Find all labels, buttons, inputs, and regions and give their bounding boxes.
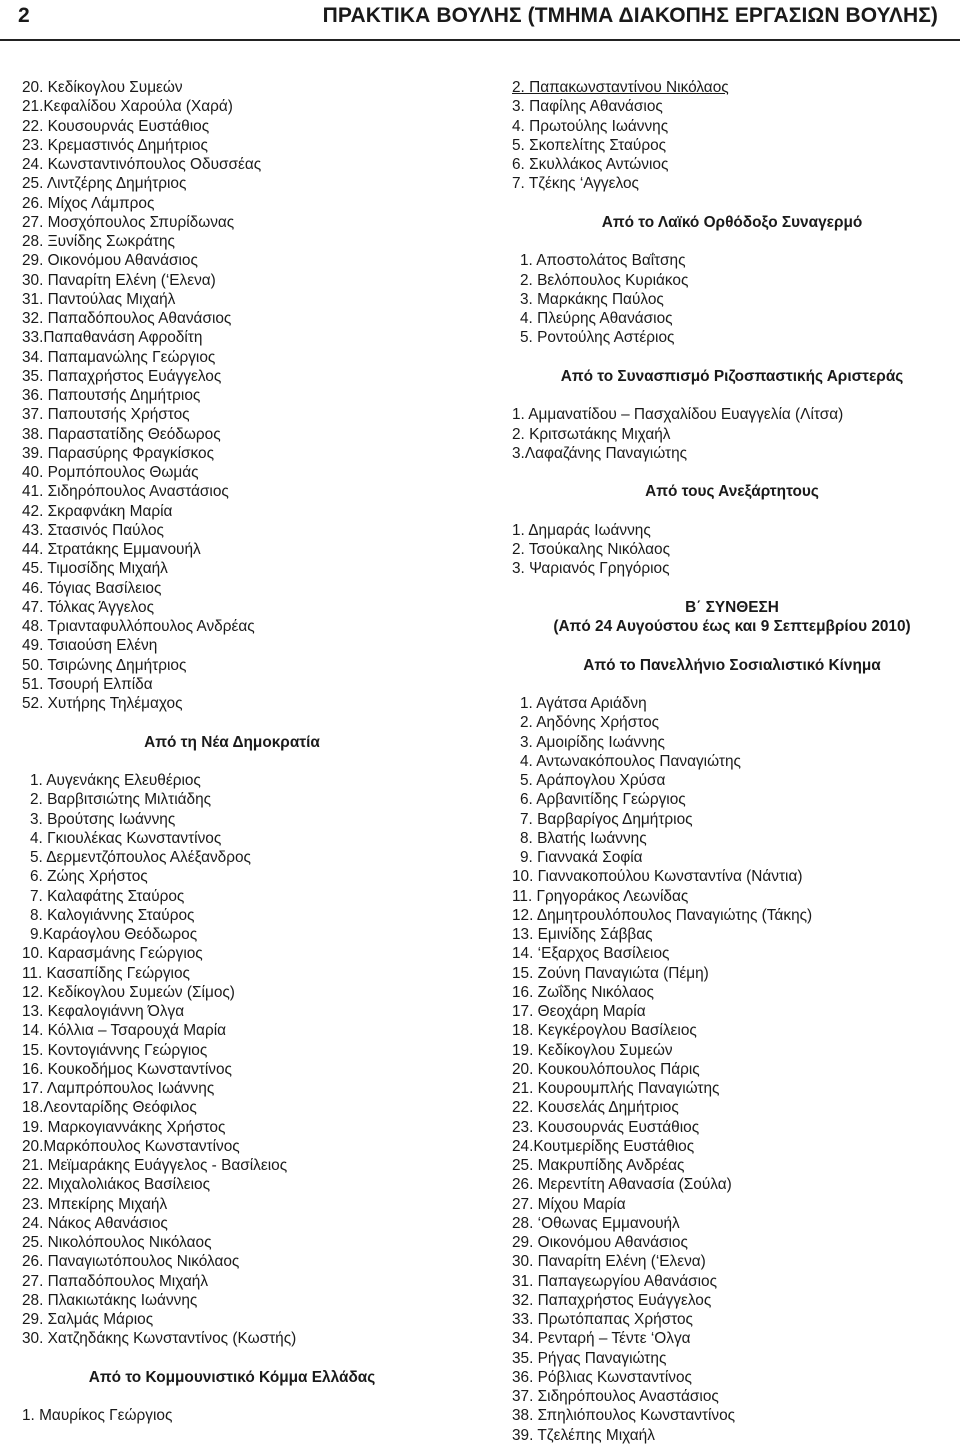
list-item: 11. Κασαπίδης Γεώργιος <box>22 964 190 982</box>
list-item: 26. Παναγιωτόπουλος Νικόλαος <box>22 1253 240 1271</box>
list-item: 13. Εμινίδης Σάββας <box>512 926 653 943</box>
list-item: 12. Κεδίκογλου Συμεών (Σίμος) <box>22 983 235 1001</box>
member-list-laos <box>512 251 952 347</box>
section-heading-kke: Από το Κομμουνιστικό Κόμμα Ελλάδας <box>88 1368 376 1386</box>
list-item: 44. Στρατάκης Εμμανουήλ <box>22 541 201 558</box>
list-item: 3. Μαρκάκης Παύλος <box>520 290 664 308</box>
list-item: 1. Αυγενάκης Ελευθέριος <box>30 772 201 789</box>
list-item: 5. Ροντούλης Αστέριος <box>520 329 675 347</box>
list-item: 1. Μαυρίκος Γεώργιος <box>22 1407 173 1425</box>
list-item: 29. Οικονόμου Αθανάσιος <box>512 1234 688 1251</box>
list-item: 1. Αμμανατίδου – Πασχαλίδου Ευαγγελία (Λίτσα) <box>512 406 844 424</box>
list-item: 11. Γρηγοράκος Λεωνίδας <box>512 887 689 905</box>
list-item: 28. ‘Οθωνας Εμμανουήλ <box>512 1214 680 1232</box>
list-item: 18. Κεγκέρογλου Βασίλειος <box>512 1022 697 1040</box>
list-item: 38. Σπηλιόπουλος Κωνσταντίνος <box>512 1407 736 1425</box>
list-item: 27. Μοσχόπουλος Σπυρίδωνας <box>22 213 235 231</box>
list-item: 9.Καράογλου Θεόδωρος <box>30 926 198 943</box>
member-list-pasok <box>512 694 952 1445</box>
list-item: 8. Καλογιάννης Σταύρος <box>30 906 195 924</box>
list-item: 5. Σκοπελίτης Σταύρος <box>512 136 667 154</box>
list-item: 27. Παπαδόπουλος Μιχαήλ <box>22 1272 209 1290</box>
list-item: 29. Σαλμάς Μάριος <box>22 1311 154 1328</box>
member-list-independents <box>512 521 952 579</box>
list-item: 40. Ρομπόπουλος Θωμάς <box>22 464 199 481</box>
list-item: 38. Παραστατίδης Θεόδωρος <box>22 425 221 443</box>
list-item: 24. Νάκος Αθανάσιος <box>22 1214 168 1232</box>
list-item: 5. Δερμεντζόπουλος Αλέξανδρος <box>30 849 251 866</box>
list-item: 51. Τσουρή Ελπίδα <box>22 675 153 693</box>
list-item: 23. Κρεμαστινός Δημήτριος <box>22 136 208 154</box>
spacer <box>22 752 442 771</box>
running-title: ΠΡΑΚΤΙΚΑ ΒΟΥΛΗΣ (ΤΜΗΜΑ ΔΙΑΚΟΠΗΣ ΕΡΓΑΣΙΩΝ ΒΟΥΛΗΣ) <box>322 4 938 27</box>
list-item: 49. Τσιαούση Ελένη <box>22 637 158 655</box>
list-item: 21. Κουρουμπλής Παναγιώτης <box>512 1080 720 1097</box>
list-item: 3. Βρούτσης Ιωάννης <box>30 810 176 828</box>
list-item: 31. Παπαγεωργίου Αθανάσιος <box>512 1272 718 1290</box>
list-item: 36. Παπουτσής Δημήτριος <box>22 387 201 404</box>
left-column <box>22 78 442 1426</box>
spacer <box>512 194 952 213</box>
list-item: 47. Τόλκας Άγγελος <box>22 598 154 616</box>
section-heading-b-composition: Β΄ ΣΥΝΘΕΣΗ <box>685 598 779 616</box>
list-item: 17. Λαμπρόπουλος Ιωάννης <box>22 1080 215 1097</box>
spacer <box>512 232 952 251</box>
spacer <box>512 386 952 405</box>
list-item: 2. Βελόπουλος Κυριάκος <box>520 271 689 289</box>
list-item: 52. Χυτήρης Τηλέμαχος <box>22 695 183 712</box>
list-item: 12. Δημητρουλόπουλος Παναγιώτης (Τάκης) <box>512 906 813 924</box>
list-item: 24. Κωνσταντινόπουλος Οδυσσέας <box>22 156 262 173</box>
list-item: 6. Αρβανιτίδης Γεώργιος <box>520 791 686 809</box>
list-item: 32. Παπαδόπουλος Αθανάσιος <box>22 310 232 327</box>
list-item: 9. Γιαννακά Σοφία <box>520 849 643 866</box>
list-item: 46. Τόγιας Βασίλειος <box>22 579 162 597</box>
list-item: 4. Γκιουλέκας Κωνσταντίνος <box>30 829 222 847</box>
list-item: 2. Τσούκαλης Νικόλαος <box>512 541 671 558</box>
list-item: 14. ‘Εξαρχος Βασίλειος <box>512 945 670 963</box>
section-heading-b-dates: (Από 24 Αυγούστου έως και 9 Σεπτεμβρίου 2010) <box>553 618 911 635</box>
list-item: 19. Μαρκογιαννάκης Χρήστος <box>22 1118 226 1136</box>
list-item: 33. Πρωτόπαπας Χρήστος <box>512 1311 693 1328</box>
list-item: 26. Μερεντίτη Αθανασία (Σούλα) <box>512 1176 732 1194</box>
list-item: 4. Πλεύρης Αθανάσιος <box>520 310 673 327</box>
list-item: 2. Παπακωνσταντίνου Νικόλαος <box>512 79 729 96</box>
list-item: 6. Σκυλλάκος Αντώνιος <box>512 156 669 173</box>
list-item: 16. Κουκοδήμος Κωνσταντίνος <box>22 1060 232 1078</box>
list-item: 41. Σιδηρόπουλος Αναστάσιος <box>22 483 229 501</box>
list-item: 14. Κόλλια – Τσαρουχά Μαρία <box>22 1022 227 1040</box>
list-item: 7. Βαρβαρίγος Δημήτριος <box>520 810 693 828</box>
list-item: 2. Κριτσωτάκης Μιχαήλ <box>512 425 671 443</box>
list-item: 3. Αμοιρίδης Ιωάννης <box>520 733 665 751</box>
list-item: 37. Παπουτσής Χρήστος <box>22 406 190 424</box>
list-item: 22. Μιχαλολιάκος Βασίλειος <box>22 1176 211 1194</box>
list-item: 30. Παναρίτη Ελένη (‘Ελενα) <box>22 271 216 289</box>
header-rule <box>0 39 960 41</box>
list-item: 6. Ζώης Χρήστος <box>30 868 148 886</box>
list-item: 7. Τζέκης ‘Αγγελος <box>512 175 639 193</box>
section-heading-independents: Από τους Ανεξάρτητους <box>645 483 819 501</box>
spacer <box>512 463 952 482</box>
list-item: 31. Παντούλας Μιχαήλ <box>22 290 176 308</box>
list-item: 4. Πρωτούλης Ιωάννης <box>512 117 669 135</box>
list-item: 39. Τζελέπης Μιχαήλ <box>512 1426 655 1444</box>
list-item: 28. Πλακιωτάκης Ιωάννης <box>22 1291 198 1309</box>
list-item: 36. Ρόβλιας Κωνσταντίνος <box>512 1368 692 1386</box>
list-item: 2. Αηδόνης Χρήστος <box>520 714 660 732</box>
list-item: 19. Κεδίκογλου Συμεών <box>512 1041 673 1059</box>
list-item: 1. Αποστολάτος Βαΐτσης <box>520 252 686 270</box>
member-list-syriza <box>512 405 952 463</box>
list-item: 45. Τιμοσίδης Μιχαήλ <box>22 560 168 578</box>
list-item: 21. Μεϊμαράκης Ευάγγελος - Βασίλειος <box>22 1157 288 1174</box>
list-item: 5. Αράπογλου Χρύσα <box>520 772 666 789</box>
list-item: 8. Βλατής Ιωάννης <box>520 829 647 847</box>
list-item: 29. Οικονόμου Αθανάσιος <box>22 252 198 270</box>
list-item: 25. Μακρυπίδης Ανδρέας <box>512 1157 685 1174</box>
page-header <box>0 0 960 44</box>
list-item: 20. Κεδίκογλου Συμεών <box>22 79 183 96</box>
member-list-kke <box>22 1406 442 1425</box>
section-heading-laos: Από το Λαϊκό Ορθόδοξο Συναγερμό <box>601 213 863 231</box>
list-item: 13. Κεφαλογιάννη Όλγα <box>22 1003 185 1020</box>
list-item: 25. Λιντζέρης Δημήτριος <box>22 175 187 193</box>
list-item: 39. Παρασύρης Φραγκίσκος <box>22 444 214 462</box>
list-item: 27. Μίχου Μαρία <box>512 1195 626 1213</box>
page-number: 2 <box>18 4 30 27</box>
list-item: 30. Χατζηδάκης Κωνσταντίνος (Κωστής) <box>22 1330 297 1348</box>
spacer <box>22 1349 442 1368</box>
list-item: 10. Γιαννακοπούλου Κωνσταντίνα (Νάντια) <box>512 868 803 886</box>
list-item: 43. Στασινός Παύλος <box>22 521 164 539</box>
list-item: 23. Μπεκίρης Μιχαήλ <box>22 1195 168 1213</box>
list-item: 1. Αγάτσα Αριάδνη <box>520 695 647 712</box>
list-item: 33.Παπαθανάση Αφροδίτη <box>22 329 203 347</box>
list-item: 3. Παφίλης Αθανάσιος <box>512 98 663 116</box>
member-list <box>22 78 442 713</box>
spacer <box>512 579 952 598</box>
list-item: 3. Ψαριανός Γρηγόριος <box>512 560 670 578</box>
list-item: 4. Αντωνακόπουλος Παναγιώτης <box>520 752 741 770</box>
list-item: 21.Κεφαλίδου Χαρούλα (Χαρά) <box>22 98 233 116</box>
spacer <box>512 348 952 367</box>
list-item: 1. Δημαράς Ιωάννης <box>512 521 651 539</box>
list-item: 24.Κουτμερίδης Ευστάθιος <box>512 1137 695 1155</box>
spacer <box>512 675 952 694</box>
list-item: 7. Καλαφάτης Σταύρος <box>30 887 185 905</box>
list-item: 35. Παπαχρήστος Ευάγγελος <box>22 367 222 385</box>
list-item: 20.Μαρκόπουλος Κωνσταντίνος <box>22 1137 240 1155</box>
list-item: 34. Παπαμανώλης Γεώργιος <box>22 348 216 366</box>
right-column <box>512 78 952 1445</box>
list-item: 25. Νικολόπουλος Νικόλαος <box>22 1234 212 1251</box>
member-list-nea-dimokratia <box>22 771 442 1349</box>
list-item: 18.Λεονταρίδης Θεόφιλος <box>22 1099 197 1117</box>
section-heading-syriza: Από το Συνασπισμό Ριζοσπαστικής Αριστεράς <box>560 367 904 385</box>
list-item: 32. Παπαχρήστος Ευάγγελος <box>512 1291 712 1309</box>
list-item: 26. Μίχος Λάμπρος <box>22 194 155 212</box>
list-item: 16. Ζωΐδης Νικόλαος <box>512 983 654 1001</box>
list-item: 30. Παναρίτη Ελένη (‘Ελενα) <box>512 1253 706 1271</box>
list-item: 23. Κουσουρνάς Ευστάθιος <box>512 1118 700 1136</box>
list-item: 50. Τσιρώνης Δημήτριος <box>22 656 187 674</box>
list-item: 37. Σιδηρόπουλος Αναστάσιος <box>512 1388 719 1405</box>
list-item: 15. Κοντογιάννης Γεώργιος <box>22 1041 208 1059</box>
list-item: 20. Κουκουλόπουλος Πάρις <box>512 1060 700 1078</box>
list-item: 28. Ξυνίδης Σωκράτης <box>22 233 175 250</box>
list-item: 22. Κουσελάς Δημήτριος <box>512 1099 679 1117</box>
list-item: 34. Ρενταρή – Τέντε ‘Ολγα <box>512 1330 691 1348</box>
section-heading-pasok: Από το Πανελλήνιο Σοσιαλιστικό Κίνημα <box>583 656 881 674</box>
list-item: 2. Βαρβιτσιώτης Μιλτιάδης <box>30 791 212 809</box>
list-item: 15. Ζούνη Παναγιώτα (Πέμη) <box>512 964 709 982</box>
spacer <box>22 1387 442 1406</box>
member-list-kke-continued <box>512 78 952 194</box>
list-item: 22. Κουσουρνάς Ευστάθιος <box>22 117 210 135</box>
list-item: 48. Τριανταφυλλόπουλος Ανδρέας <box>22 618 255 635</box>
spacer <box>512 502 952 521</box>
list-item: 42. Σκραφνάκη Μαρία <box>22 502 173 520</box>
section-heading-nea-dimokratia: Από τη Νέα Δημοκρατία <box>144 733 320 751</box>
list-item: 17. Θεοχάρη Μαρία <box>512 1003 646 1020</box>
list-item: 35. Ρήγας Παναγιώτης <box>512 1349 667 1367</box>
list-item: 10. Καρασμάνης Γεώργιος <box>22 945 203 963</box>
spacer <box>22 713 442 732</box>
list-item: 3.Λαφαζάνης Παναγιώτης <box>512 444 688 462</box>
spacer <box>512 636 952 655</box>
